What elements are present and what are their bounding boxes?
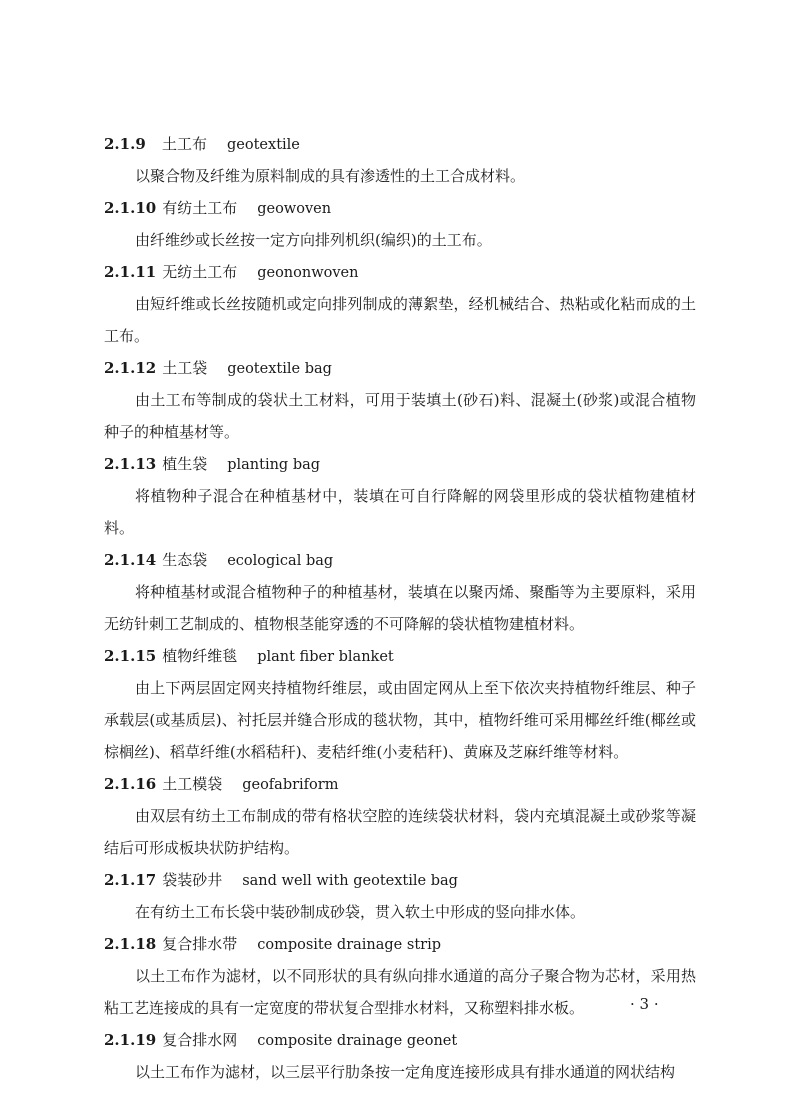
term-name: 土工模袋 bbox=[162, 775, 223, 793]
term-entry bbox=[104, 192, 696, 256]
term-entry bbox=[104, 256, 696, 352]
term-heading bbox=[104, 256, 696, 288]
term-entry bbox=[104, 1024, 696, 1088]
term-definition: 由土工布等制成的袋状土工材料，可用于装填土(砂石)料、混凝土(砂浆)或混合植物种子的种植基材等。 bbox=[104, 391, 696, 441]
term-number: 2.1.14 bbox=[104, 551, 157, 569]
term-heading bbox=[104, 192, 696, 224]
term-definition: 以土工布作为滤材，以不同形状的具有纵向排水通道的高分子聚合物为芯材，采用热粘工艺连接成的具有一定宽度的带状复合型排水材料，又称塑料排水板。 bbox=[104, 967, 696, 1017]
term-english: geofabriform bbox=[242, 777, 339, 793]
term-list bbox=[104, 128, 696, 1088]
term-name: 有纺土工布 bbox=[162, 199, 238, 217]
term-english: sand well with geotextile bag bbox=[242, 873, 458, 889]
term-entry bbox=[104, 928, 696, 1024]
term-heading bbox=[104, 640, 696, 672]
term-number: 2.1.13 bbox=[104, 455, 157, 473]
term-definition: 由上下两层固定网夹持植物纤维层，或由固定网从上至下依次夹持植物纤维层、种子承载层(或基质层)、衬托层并缝合形成的毯状物，其中，植物纤维可采用椰丝纤维(椰丝或棕榈丝)、稻草纤维(水稻秸秆)、麦秸纤维(小麦秸秆)、黄麻及芝麻纤维等材料。 bbox=[104, 679, 696, 761]
term-definition: 由双层有纺土工布制成的带有格状空腔的连续袋状材料，袋内充填混凝土或砂浆等凝结后可形成板块状防护结构。 bbox=[104, 807, 696, 857]
term-entry bbox=[104, 544, 696, 640]
term-number: 2.1.12 bbox=[104, 359, 157, 377]
term-english: composite drainage strip bbox=[257, 937, 441, 953]
term-number: 2.1.16 bbox=[104, 775, 157, 793]
term-entry bbox=[104, 768, 696, 864]
term-name: 袋装砂井 bbox=[162, 871, 223, 889]
term-heading bbox=[104, 928, 696, 960]
term-name: 植生袋 bbox=[162, 455, 208, 473]
term-definition: 将植物种子混合在种植基材中，装填在可自行降解的网袋里形成的袋状植物建植材料。 bbox=[104, 487, 696, 537]
term-heading bbox=[104, 544, 696, 576]
term-heading bbox=[104, 768, 696, 800]
term-number: 2.1.9 bbox=[104, 135, 146, 153]
term-name: 生态袋 bbox=[162, 551, 208, 569]
term-entry bbox=[104, 640, 696, 768]
term-heading bbox=[104, 448, 696, 480]
term-english: ecological bag bbox=[227, 553, 334, 569]
term-number: 2.1.19 bbox=[104, 1031, 157, 1049]
term-english: geotextile bbox=[227, 137, 300, 153]
term-entry bbox=[104, 128, 696, 192]
term-number: 2.1.15 bbox=[104, 647, 157, 665]
term-definition: 由短纤维或长丝按随机或定向排列制成的薄絮垫，经机械结合、热粘或化粘而成的土工布。 bbox=[104, 295, 696, 345]
term-definition: 由纤维纱或长丝按一定方向排列机织(编织)的土工布。 bbox=[135, 231, 492, 249]
term-name: 土工布 bbox=[162, 135, 208, 153]
term-name: 土工袋 bbox=[162, 359, 208, 377]
term-english: planting bag bbox=[227, 457, 321, 473]
term-heading bbox=[104, 128, 696, 160]
term-number: 2.1.17 bbox=[104, 871, 157, 889]
page-number: · 3 · bbox=[630, 995, 659, 1013]
term-definition: 以土工布作为滤材，以三层平行肋条按一定角度连接形成具有排水通道的网状结构 bbox=[135, 1063, 676, 1081]
term-entry bbox=[104, 352, 696, 448]
term-definition: 在有纺土工布长袋中装砂制成砂袋，贯入软土中形成的竖向排水体。 bbox=[135, 903, 586, 921]
term-number: 2.1.10 bbox=[104, 199, 157, 217]
term-definition: 将种植基材或混合植物种子的种植基材，装填在以聚丙烯、聚酯等为主要原料，采用无纺针刺工艺制成的、植物根茎能穿透的不可降解的袋状植物建植材料。 bbox=[104, 583, 696, 633]
term-heading bbox=[104, 1024, 696, 1056]
term-english: geotextile bag bbox=[227, 361, 332, 377]
term-number: 2.1.11 bbox=[104, 263, 157, 281]
term-name: 植物纤维毯 bbox=[162, 647, 238, 665]
term-entry bbox=[104, 864, 696, 928]
term-english: geowoven bbox=[257, 201, 332, 217]
term-english: geononwoven bbox=[257, 265, 359, 281]
term-entry bbox=[104, 448, 696, 544]
term-name: 无纺土工布 bbox=[162, 263, 238, 281]
term-heading bbox=[104, 352, 696, 384]
term-definition: 以聚合物及纤维为原料制成的具有渗透性的土工合成材料。 bbox=[135, 167, 526, 185]
term-heading bbox=[104, 864, 696, 896]
term-english: composite drainage geonet bbox=[257, 1033, 458, 1049]
term-name: 复合排水网 bbox=[162, 1031, 238, 1049]
term-name: 复合排水带 bbox=[162, 935, 238, 953]
term-number: 2.1.18 bbox=[104, 935, 157, 953]
term-english: plant fiber blanket bbox=[257, 649, 394, 665]
